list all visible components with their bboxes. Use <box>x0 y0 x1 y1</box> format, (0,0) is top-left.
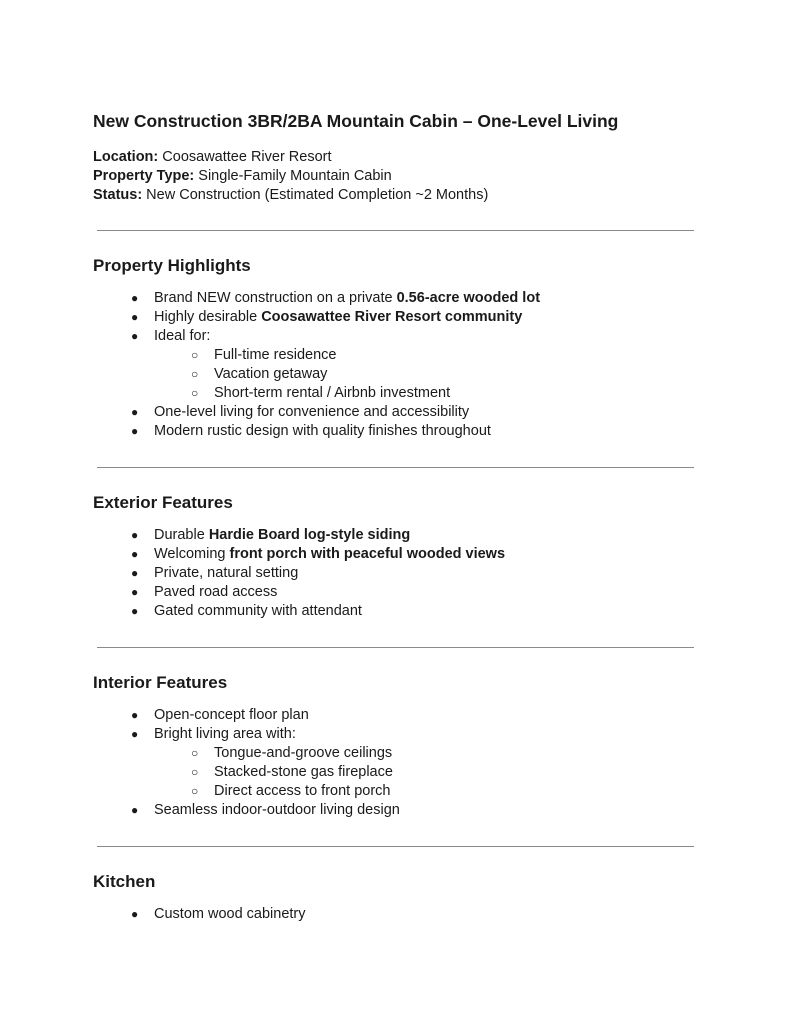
sublist-item <box>154 782 703 801</box>
section-property-highlights <box>93 255 703 441</box>
list-item <box>93 801 703 820</box>
sublist-item <box>154 744 703 763</box>
list-item <box>93 905 703 924</box>
sublist-item <box>154 346 703 365</box>
list-item-text: Seamless indoor-outdoor living design <box>154 802 400 818</box>
bullet-icon: ● <box>131 585 139 599</box>
section-heading: Kitchen <box>93 872 156 891</box>
document-page <box>93 110 703 924</box>
bullet-icon: ● <box>131 604 139 618</box>
bullet-icon: ● <box>131 907 139 921</box>
highlights-list <box>93 289 703 441</box>
bullet-icon: ● <box>131 528 139 542</box>
interior-list <box>93 706 703 820</box>
list-item-emphasis: Hardie Board log-style siding <box>208 527 411 543</box>
divider <box>97 647 694 648</box>
list-item-text: Ideal for: <box>154 328 211 344</box>
list-item-text: Private, natural setting <box>154 565 299 581</box>
meta-status-label: Status: <box>93 187 143 203</box>
sublist-item <box>154 384 703 403</box>
bullet-icon: ● <box>131 727 139 741</box>
bullet-icon: ● <box>131 310 139 324</box>
document-title: New Construction 3BR/2BA Mountain Cabin – One-Level Living <box>93 111 619 131</box>
bullet-icon: ● <box>131 566 139 580</box>
exterior-list <box>93 526 703 621</box>
section-heading: Property Highlights <box>93 256 251 275</box>
hollow-bullet-icon: ○ <box>191 746 199 760</box>
divider <box>97 846 694 847</box>
list-item-text: One-level living for convenience and accessibility <box>154 404 470 420</box>
kitchen-list <box>93 905 703 924</box>
list-item <box>93 725 703 801</box>
meta-property-type <box>93 167 703 186</box>
sublist-item <box>154 763 703 782</box>
list-item-emphasis: 0.56-acre wooded lot <box>396 290 541 306</box>
meta-status-value: New Construction (Estimated Completion ~2 Months) <box>142 187 489 203</box>
bullet-icon: ● <box>131 291 139 305</box>
list-item-text: Highly desirable <box>154 309 262 325</box>
list-item-text: Bright living area with: <box>154 726 296 742</box>
bullet-icon: ● <box>131 424 139 438</box>
bullet-icon: ● <box>131 329 139 343</box>
list-item <box>93 706 703 725</box>
bullet-icon: ● <box>131 547 139 561</box>
list-item-text: Custom wood cabinetry <box>154 906 306 922</box>
divider <box>97 230 694 231</box>
section-exterior-features <box>93 492 703 621</box>
section-interior-features <box>93 672 703 820</box>
meta-location-label: Location: <box>93 149 159 165</box>
list-item <box>93 327 703 403</box>
list-item <box>93 602 703 621</box>
hollow-bullet-icon: ○ <box>191 784 199 798</box>
hollow-bullet-icon: ○ <box>191 348 199 362</box>
list-item-text: Open-concept floor plan <box>154 707 309 723</box>
list-item-text: Paved road access <box>154 584 278 600</box>
bullet-icon: ● <box>131 803 139 817</box>
list-item-text: Brand NEW construction on a private <box>154 290 397 306</box>
list-item-text: Welcoming <box>154 546 230 562</box>
list-item <box>93 583 703 602</box>
meta-status <box>93 186 703 205</box>
sublist-item-text: Stacked-stone gas fireplace <box>214 764 393 780</box>
hollow-bullet-icon: ○ <box>191 386 199 400</box>
bullet-icon: ● <box>131 405 139 419</box>
list-item-emphasis: front porch with peaceful wooded views <box>229 546 506 562</box>
section-heading: Exterior Features <box>93 493 233 512</box>
meta-property-type-label: Property Type: <box>93 168 195 184</box>
list-item-emphasis: Coosawattee River Resort community <box>261 309 523 325</box>
sublist-item-text: Short-term rental / Airbnb investment <box>214 385 451 401</box>
divider <box>97 467 694 468</box>
meta-location <box>93 148 703 167</box>
list-item <box>93 403 703 422</box>
ideal-for-sublist <box>154 346 703 403</box>
hollow-bullet-icon: ○ <box>191 367 199 381</box>
meta-location-value: Coosawattee River Resort <box>158 149 332 165</box>
list-item-text: Gated community with attendant <box>154 603 362 619</box>
section-kitchen <box>93 871 703 924</box>
list-item <box>93 289 703 308</box>
list-item <box>93 564 703 583</box>
sublist-item-text: Tongue-and-groove ceilings <box>214 745 393 761</box>
list-item-text: Modern rustic design with quality finishes throughout <box>154 423 491 439</box>
list-item <box>93 545 703 564</box>
sublist-item <box>154 365 703 384</box>
meta-property-type-value: Single-Family Mountain Cabin <box>194 168 392 184</box>
list-item <box>93 526 703 545</box>
list-item-text: Durable <box>154 527 209 543</box>
sublist-item-text: Vacation getaway <box>214 366 328 382</box>
sublist-item-text: Full-time residence <box>214 347 337 363</box>
living-area-sublist <box>154 744 703 801</box>
hollow-bullet-icon: ○ <box>191 765 199 779</box>
list-item <box>93 422 703 441</box>
section-heading: Interior Features <box>93 673 228 692</box>
sublist-item-text: Direct access to front porch <box>214 783 391 799</box>
bullet-icon: ● <box>131 708 139 722</box>
list-item <box>93 308 703 327</box>
